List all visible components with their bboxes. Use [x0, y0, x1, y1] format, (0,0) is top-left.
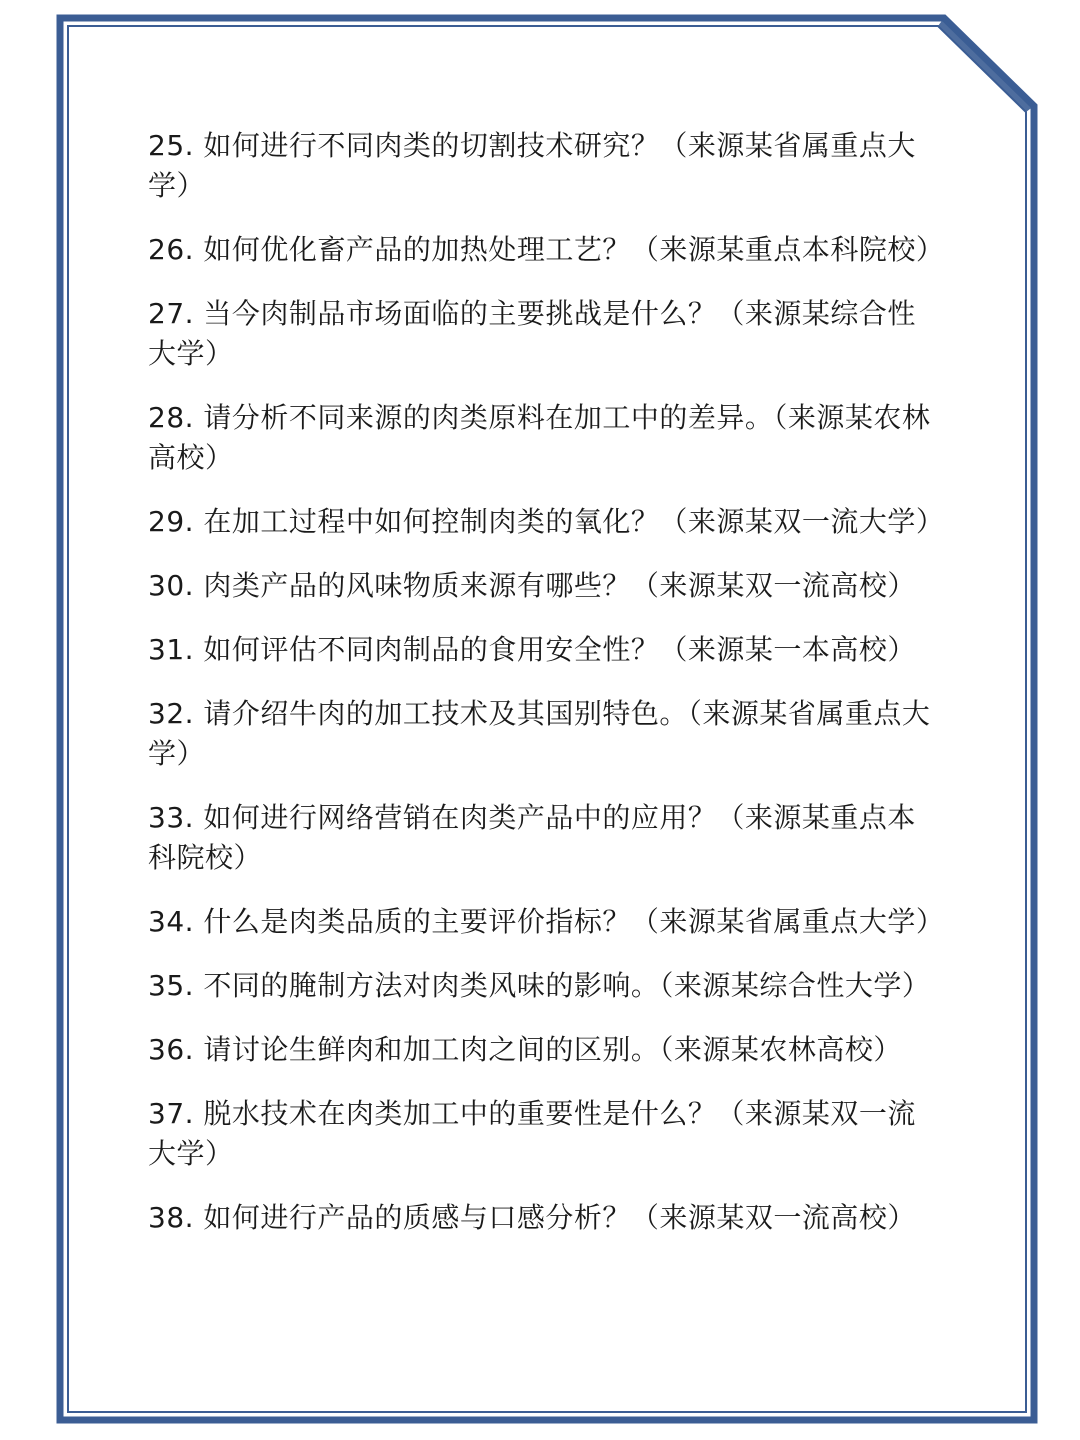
question-item: 37. 脱水技术在肉类加工中的重要性是什么？（来源某双一流大学）: [148, 1097, 916, 1170]
question-item: 35. 不同的腌制方法对肉类风味的影响。（来源某综合性大学）: [148, 969, 931, 1002]
question-list: [148, 126, 945, 1262]
question-item: 34. 什么是肉类品质的主要评价指标？（来源某省属重点大学）: [148, 905, 945, 938]
question-item: 27. 当今肉制品市场面临的主要挑战是什么？（来源某综合性大学）: [148, 297, 916, 370]
question-item: 25. 如何进行不同肉类的切割技术研究？（来源某省属重点大学）: [148, 129, 916, 202]
question-item: 28. 请分析不同来源的肉类原料在加工中的差异。（来源某农林高校）: [148, 401, 931, 474]
question-item: 29. 在加工过程中如何控制肉类的氧化？（来源某双一流大学）: [148, 505, 945, 538]
question-item: 30. 肉类产品的风味物质来源有哪些？（来源某双一流高校）: [148, 569, 916, 602]
question-item: 38. 如何进行产品的质感与口感分析？（来源某双一流高校）: [148, 1201, 916, 1234]
frame-corner-fold: [938, 18, 1034, 112]
question-item: 31. 如何评估不同肉制品的食用安全性？（来源某一本高校）: [148, 633, 916, 666]
question-item: 36. 请讨论生鲜肉和加工肉之间的区别。（来源某农林高校）: [148, 1033, 902, 1066]
question-item: 33. 如何进行网络营销在肉类产品中的应用？（来源某重点本科院校）: [148, 801, 916, 874]
question-item: 32. 请介绍牛肉的加工技术及其国别特色。（来源某省属重点大学）: [148, 697, 931, 770]
question-item: 26. 如何优化畜产品的加热处理工艺？（来源某重点本科院校）: [148, 233, 945, 266]
